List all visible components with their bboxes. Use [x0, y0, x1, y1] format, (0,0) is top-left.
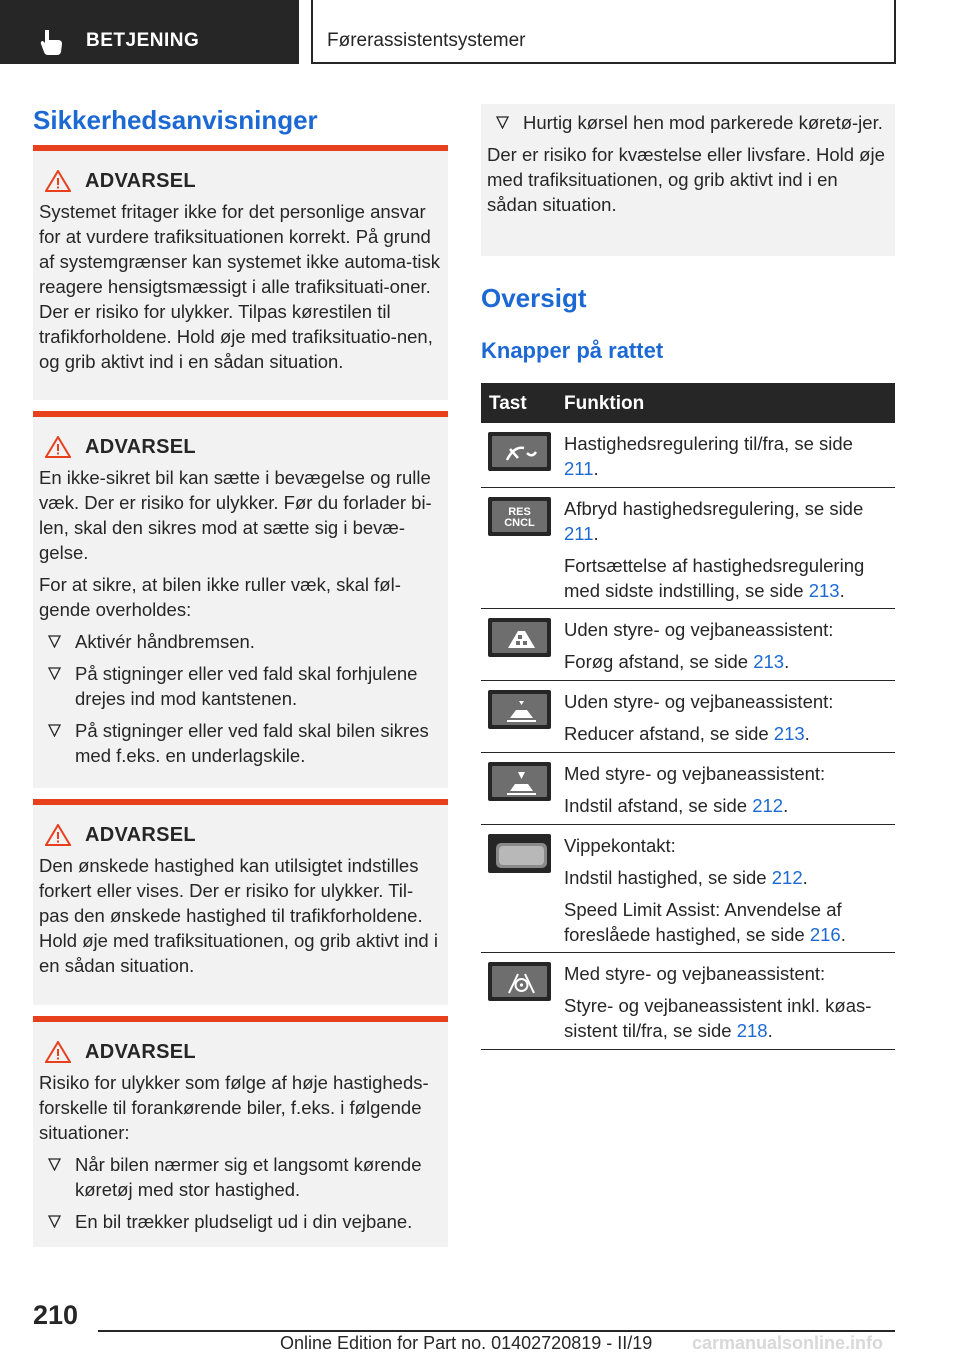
page-link[interactable]: 213: [808, 580, 840, 601]
warning-continuation-box: [481, 104, 895, 256]
distance-decrease-icon: [488, 690, 551, 729]
watermark: carmanualsonline.info: [692, 1333, 884, 1353]
table-row: Hastighedsregulering til/fra, se side 211.: [481, 423, 895, 488]
rocker-switch-icon: [488, 834, 551, 873]
warning-text: En ikke-sikret bil kan sætte i bevægelse og rulle væk. Der er risiko for ulykker. Før du forlader bi-len, skal den sikres mod at sætte sig i bevæ-gelse.: [39, 467, 432, 563]
warning-title: ADVARSEL: [39, 817, 440, 853]
bullet-triangle-icon: [48, 724, 61, 737]
page-link[interactable]: 213: [773, 723, 805, 744]
section-heading: Oversigt: [481, 283, 587, 313]
warning-triangle-icon: [45, 436, 71, 458]
edition-note: Online Edition for Part no. 01402720819 - II/19: [280, 1333, 653, 1353]
chapter-tab: [311, 0, 896, 64]
bullet-triangle-icon: [48, 1158, 61, 1171]
distance-set-icon: [488, 762, 551, 801]
warning-text: Der er risiko for kvæstelse eller livsfare. Hold øje med trafiksituationen, og grib aktivt ind i en sådan situation.: [487, 144, 885, 215]
warning-box-1: [33, 145, 448, 400]
column-header-key: Tast: [489, 393, 527, 414]
warning-triangle-icon: [45, 170, 71, 192]
column-header-function: Funktion: [564, 393, 645, 414]
warning-triangle-icon: [45, 1041, 71, 1063]
list-item: En bil trækker pludseligt ud i din vejbane.: [39, 1209, 440, 1234]
bullet-triangle-icon: [496, 116, 509, 129]
table-header: [481, 383, 895, 423]
buttons-table: [481, 383, 895, 1050]
warning-bullet-list: [39, 629, 440, 768]
warning-title: ADVARSEL: [39, 1034, 440, 1070]
list-item: På stigninger eller ved fald skal bilen sikres med f.eks. en underlagskile.: [39, 718, 440, 768]
warning-text: Risiko for ulykker som følge af høje hastigheds-forskelle til forankørende biler, f.eks. i følgende situationer:: [39, 1072, 429, 1143]
bullet-triangle-icon: [48, 635, 61, 648]
warning-text: Systemet fritager ikke for det personlige ansvar for at vurdere trafiksituationen korrekt. På grund af systemgrænser kan systemet ikke automa-tisk reagere hensigtsmæssigt i alle trafiksituati-oner. Der er risiko for ulykker. Tilpas kørestilen til trafikforholdene. Hold øje med trafiksituatio-nen, og grib aktivt ind i en sådan situation.: [39, 201, 440, 372]
page-link[interactable]: 216: [809, 924, 841, 945]
warning-title: ADVARSEL: [39, 163, 440, 199]
bullet-triangle-icon: [48, 1215, 61, 1228]
page-link[interactable]: 212: [771, 867, 803, 888]
subsection-heading: Knapper på rattet: [481, 338, 664, 363]
page-link[interactable]: 212: [752, 795, 784, 816]
warning-bullet-list: [487, 110, 885, 135]
page-link[interactable]: 211: [564, 523, 594, 544]
section-title: BETJENING: [86, 30, 200, 51]
steering-lane-assist-icon: [488, 962, 551, 1001]
hand-pointer-icon: [36, 26, 66, 56]
list-item: Når bilen nærmer sig et langsomt kørende køretøj med stor hastighed.: [39, 1152, 440, 1202]
bullet-triangle-icon: [48, 667, 61, 680]
page-link[interactable]: 218: [736, 1020, 768, 1041]
table-row: Vippekontakt: Indstil hastighed, se side 212. Speed Limit Assist: Anvendelse af foreslåede hastighed, se side 216.: [481, 825, 895, 953]
warning-text: Den ønskede hastighed kan utilsigtet indstilles forkert eller vises. Der er risiko for ulykker. Til-pas den ønskede hastighed til trafikforholdene. Hold øje med trafiksituationen, og grib aktivt ind i en sådan situation.: [39, 855, 438, 976]
table-row: Uden styre- og vejbaneassistent: Forøg afstand, se side 213.: [481, 609, 895, 681]
table-row: RES CNCL Afbryd hastighedsregulering, se side 211. Fortsættelse af hastighedsregulering med sidste indstilling, se side 213.: [481, 488, 895, 609]
list-item: På stigninger eller ved fald skal forhjulene drejes ind mod kantstenen.: [39, 661, 440, 711]
warning-title: ADVARSEL: [39, 429, 440, 465]
warning-box-4: [33, 1016, 448, 1247]
table-row: Med styre- og vejbaneassistent: Styre- og vejbaneassistent inkl. køas-sistent til/fra, se side 218.: [481, 953, 895, 1050]
page-number: 210: [33, 1300, 79, 1330]
warning-bullet-list: [39, 1152, 440, 1234]
list-item: Aktivér håndbremsen.: [39, 629, 440, 654]
footer-divider: [98, 1330, 895, 1332]
warning-text: For at sikre, at bilen ikke ruller væk, skal føl-gende overholdes:: [39, 574, 401, 620]
warning-triangle-icon: [45, 824, 71, 846]
warning-box-2: [33, 411, 448, 788]
section-heading: Sikkerhedsanvisninger: [33, 105, 318, 135]
table-row: Med styre- og vejbaneassistent: Indstil afstand, se side 212.: [481, 753, 895, 825]
table-row: Uden styre- og vejbaneassistent: Reducer afstand, se side 213.: [481, 681, 895, 753]
cruise-control-icon: [488, 432, 551, 471]
page-link[interactable]: 213: [753, 651, 785, 672]
chapter-title: Førerassistentsystemer: [327, 30, 526, 51]
section-tab: [0, 0, 299, 64]
page-link[interactable]: 211: [564, 458, 594, 479]
warning-box-3: [33, 799, 448, 1005]
list-item: Hurtig kørsel hen mod parkerede køretø-jer.: [487, 110, 885, 135]
page-header: [0, 0, 960, 66]
distance-increase-icon: [488, 618, 551, 657]
res-cncl-icon: RES CNCL: [488, 497, 551, 536]
